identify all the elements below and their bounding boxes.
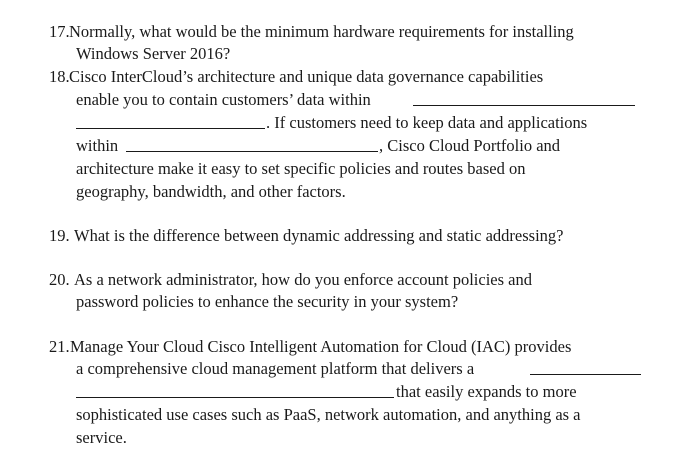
question-number: 19.: [49, 226, 70, 245]
question-text: . If customers need to keep data and applications: [266, 113, 588, 132]
question-number: 18.: [49, 67, 70, 86]
question-text: password policies to enhance the security in your system?: [76, 292, 459, 311]
question-text: a comprehensive cloud management platform that delivers a: [76, 359, 475, 378]
question-text: Windows Server 2016?: [76, 44, 231, 63]
question-text: sophisticated use cases such as PaaS, network automation, and anything as a: [76, 405, 581, 424]
answer-blank[interactable]: [76, 114, 265, 129]
question-number: 20.: [49, 270, 70, 289]
answer-blank[interactable]: [413, 91, 635, 106]
question-text: enable you to contain customers’ data within: [76, 90, 371, 109]
question-text: architecture make it easy to set specific policies and routes based on: [76, 159, 526, 178]
question-text: service.: [76, 428, 127, 447]
question-number: 17.: [49, 22, 70, 41]
answer-blank[interactable]: [126, 137, 378, 152]
question-text: within: [76, 136, 119, 155]
answer-blank[interactable]: [76, 383, 394, 398]
question-text: Manage Your Cloud Cisco Intelligent Automation for Cloud (IAC) provides: [70, 337, 572, 356]
question-text: , Cisco Cloud Portfolio and: [379, 136, 561, 155]
question-text: that easily expands to more: [396, 382, 577, 401]
question-number: 21.: [49, 337, 70, 356]
question-text: Cisco InterCloud’s architecture and unique data governance capabilities: [69, 67, 544, 86]
answer-blank[interactable]: [530, 360, 641, 375]
question-text: Normally, what would be the minimum hardware requirements for installing: [69, 22, 574, 41]
question-text: What is the difference between dynamic addressing and static addressing?: [74, 226, 564, 245]
question-text: As a network administrator, how do you enforce account policies and: [74, 270, 532, 289]
question-text: geography, bandwidth, and other factors.: [76, 182, 346, 201]
